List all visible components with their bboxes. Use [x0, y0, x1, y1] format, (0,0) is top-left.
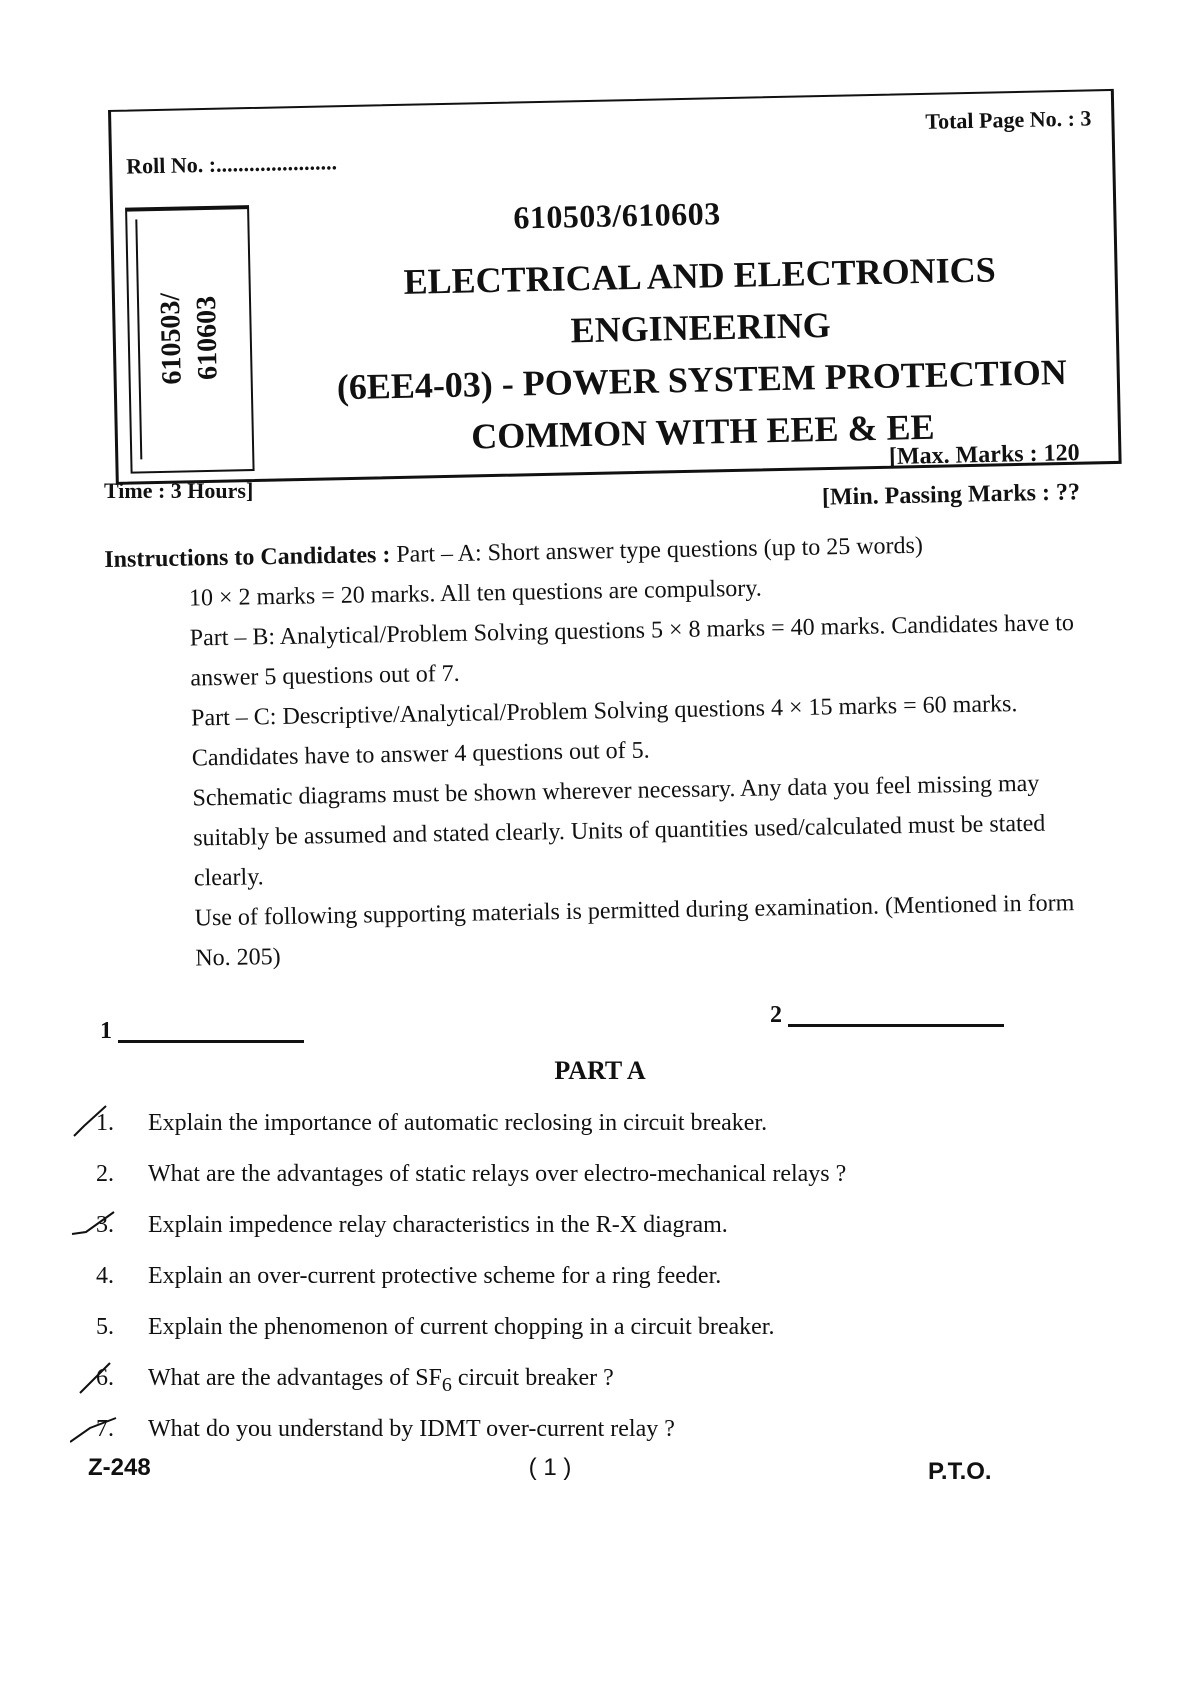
question-number: 6. — [96, 1365, 114, 1391]
part-a-title: PART A — [554, 1056, 646, 1085]
footer-paper-code: Z-248 — [88, 1454, 151, 1481]
subscript: 6 — [441, 1373, 452, 1396]
signature-label-1: 1 — [100, 1018, 112, 1044]
question-text: Explain the importance of automatic reclosing in circuit breaker. — [148, 1110, 768, 1136]
instruction-part-a-detail: 10 × 2 marks = 20 marks. All ten questions are compulsory. — [188, 575, 762, 612]
instruction-part-a-head: Part – A: Short answer type questions (up to 25 words) — [396, 532, 924, 568]
signature-line-1 — [118, 1040, 304, 1043]
total-pages: Total Page No. : 3 — [925, 105, 1092, 134]
question-number: 3. — [96, 1212, 114, 1238]
code-tag-line-1: 610503/ — [154, 292, 188, 385]
footer-page-number: ( 1 ) — [528, 1454, 572, 1481]
instruction-materials: Use of following supporting materials is permitted during examination. (Mentioned in form No. 205) — [194, 890, 1075, 972]
question-text: Explain an over-current protective scheme for a ring feeder. — [148, 1263, 722, 1289]
paper-title — [294, 241, 1108, 466]
title-line-3: (6EE4-03) - POWER SYSTEM PROTECTION — [336, 351, 1068, 408]
instructions — [104, 523, 1112, 980]
question-item — [60, 1104, 1120, 1155]
question-item — [60, 1257, 1120, 1308]
roll-number-field: Roll No. :...................... — [125, 149, 338, 179]
question-number: 2. — [96, 1161, 114, 1187]
instructions-label: Instructions to Candidates : — [104, 542, 391, 573]
title-line-2: ENGINEERING — [570, 304, 832, 351]
question-list — [60, 1104, 1120, 1461]
question-item — [60, 1206, 1120, 1257]
question-text: What are the advantages of $SF_6$ circuit breaker ? — [148, 1365, 614, 1396]
code-tag-line-2: 610603 — [190, 295, 224, 381]
paper-code-tag — [125, 205, 255, 474]
question-number: 5. — [96, 1314, 114, 1340]
title-line-4: COMMON WITH EEE & EE — [470, 406, 935, 457]
question-text: Explain impedence relay characteristics in the R-X diagram. — [148, 1212, 728, 1238]
question-text: Explain the phenomenon of current chopping in a circuit breaker. — [148, 1314, 775, 1340]
min-passing-marks: [Min. Passing Marks : ?? — [821, 479, 1081, 511]
footer-pto: P.T.O. — [928, 1458, 992, 1485]
paper-code: 610503/610603 — [512, 195, 722, 236]
signature-line-2 — [788, 1024, 1004, 1027]
instruction-part-c: Part – C: Descriptive/Analytical/Problem Solving questions 4 × 15 marks = 60 marks. Candidates have to answer 4 questions out of 5. — [190, 691, 1018, 772]
question-item — [60, 1359, 1120, 1410]
question-number: 7. — [96, 1416, 114, 1442]
exam-time: Time : 3 Hours] — [104, 478, 254, 503]
question-number: 1. — [96, 1110, 114, 1136]
instruction-schematic: Schematic diagrams must be shown wherever necessary. Any data you feel missing may suitably be assumed and stated clearly. Units of quantities used/calculated must be stated clearly. — [192, 770, 1046, 892]
question-item — [60, 1308, 1120, 1359]
title-line-1: ELECTRICAL AND ELECTRONICS — [403, 249, 997, 302]
question-text: What do you understand by IDMT over-current relay ? — [148, 1416, 675, 1442]
question-number: 4. — [96, 1263, 114, 1289]
max-marks: [Max. Marks : 120 — [889, 440, 1081, 470]
question-item — [60, 1155, 1120, 1206]
signature-label-2: 2 — [770, 1002, 782, 1028]
instruction-part-b: Part – B: Analytical/Problem Solving questions 5 × 8 marks = 40 marks. Candidates have to answer 5 questions out of 7. — [189, 610, 1075, 692]
question-text: What are the advantages of static relays over electro-mechanical relays ? — [148, 1161, 847, 1187]
header-box — [108, 89, 1122, 485]
